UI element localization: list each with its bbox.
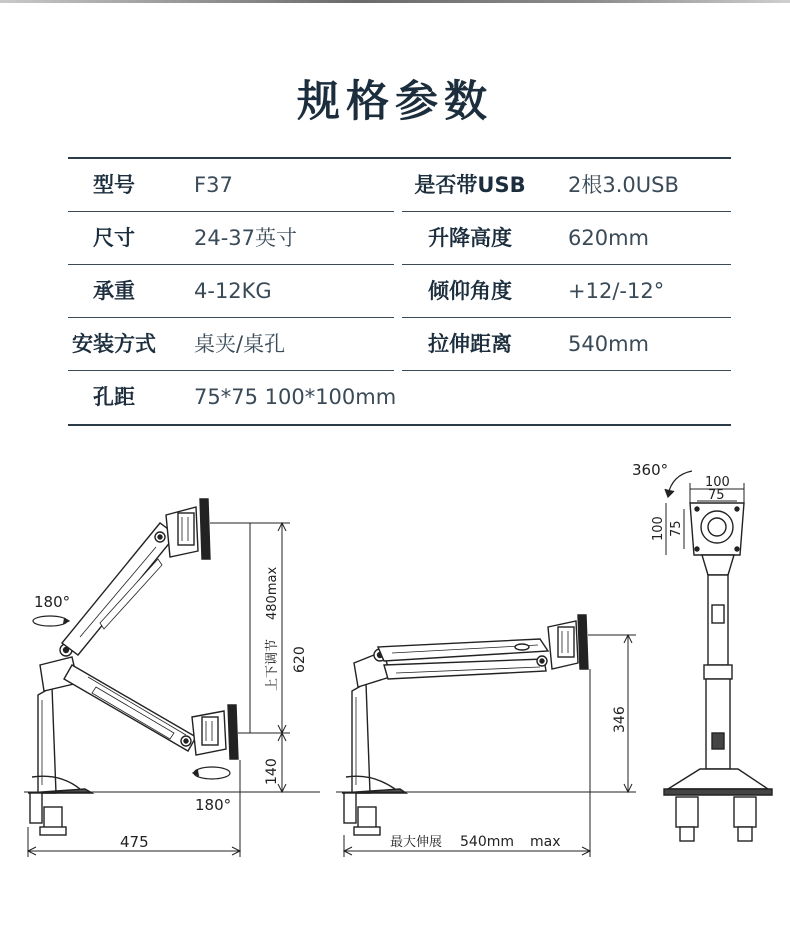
spec-label: 升降高度: [428, 226, 512, 250]
arm-front-view: [664, 503, 772, 841]
spec-table: [68, 157, 731, 426]
spec-value: 540mm: [568, 332, 649, 356]
spec-value: 2根3.0USB: [568, 173, 679, 197]
base-width-value: 475: [120, 833, 149, 851]
vesa-outer-height: 100: [651, 516, 666, 541]
spec-row: [68, 318, 731, 371]
spec-row: [68, 159, 731, 212]
reach-label: 最大伸展: [390, 835, 443, 850]
height-adjust-max: 480max: [265, 566, 280, 620]
spec-label: 承重: [93, 279, 135, 303]
spec-value: 4-12KG: [194, 279, 272, 303]
vesa-outer-width: 100: [705, 475, 730, 490]
spec-label: 尺寸: [93, 226, 135, 250]
spec-value: 75*75 100*100mm: [194, 385, 397, 409]
top-border-line: [0, 0, 790, 3]
vesa-inner-width: 75: [708, 488, 725, 503]
spec-label: 是否带USB: [414, 173, 526, 197]
arm-side-view-middle: [336, 615, 636, 835]
technical-drawing: [0, 455, 790, 935]
dimension-drawing-svg: [0, 455, 790, 935]
rotation-arrow-bottom: [193, 767, 230, 779]
reach-max: max: [530, 834, 561, 850]
spec-value: 桌夹/桌孔: [194, 332, 286, 356]
spec-label: 倾仰角度: [428, 279, 512, 303]
rotation-arrow-top: [33, 616, 69, 626]
reach-value: 540mm: [460, 834, 514, 850]
spec-value: 620mm: [568, 226, 649, 250]
side-height-value: 346: [612, 706, 628, 733]
rotation-label-bottom: 180°: [195, 796, 232, 814]
spec-value: +12/-12°: [568, 279, 665, 303]
spec-label: 拉伸距离: [428, 332, 512, 356]
total-height-value: 620: [292, 646, 308, 673]
swivel-label: 360°: [632, 461, 669, 479]
spec-label: 安装方式: [72, 332, 156, 356]
height-adjust-label: 上下调节: [265, 638, 280, 691]
spec-label: 型号: [93, 173, 135, 197]
rotation-label-top: 180°: [34, 593, 71, 611]
bottom-height-value: 140: [264, 758, 280, 785]
swivel-arrow: [665, 471, 692, 497]
page-title: 规格参数: [297, 77, 493, 127]
spec-row: [68, 371, 731, 424]
spec-label: 孔距: [93, 385, 135, 409]
vesa-inner-height: 75: [669, 520, 684, 537]
spec-row: [68, 212, 731, 265]
spec-row: [68, 265, 731, 318]
spec-value: F37: [194, 173, 233, 197]
reach-dimension: [344, 669, 590, 857]
spec-label: [402, 371, 538, 424]
spec-value: 24-37英寸: [194, 226, 298, 250]
